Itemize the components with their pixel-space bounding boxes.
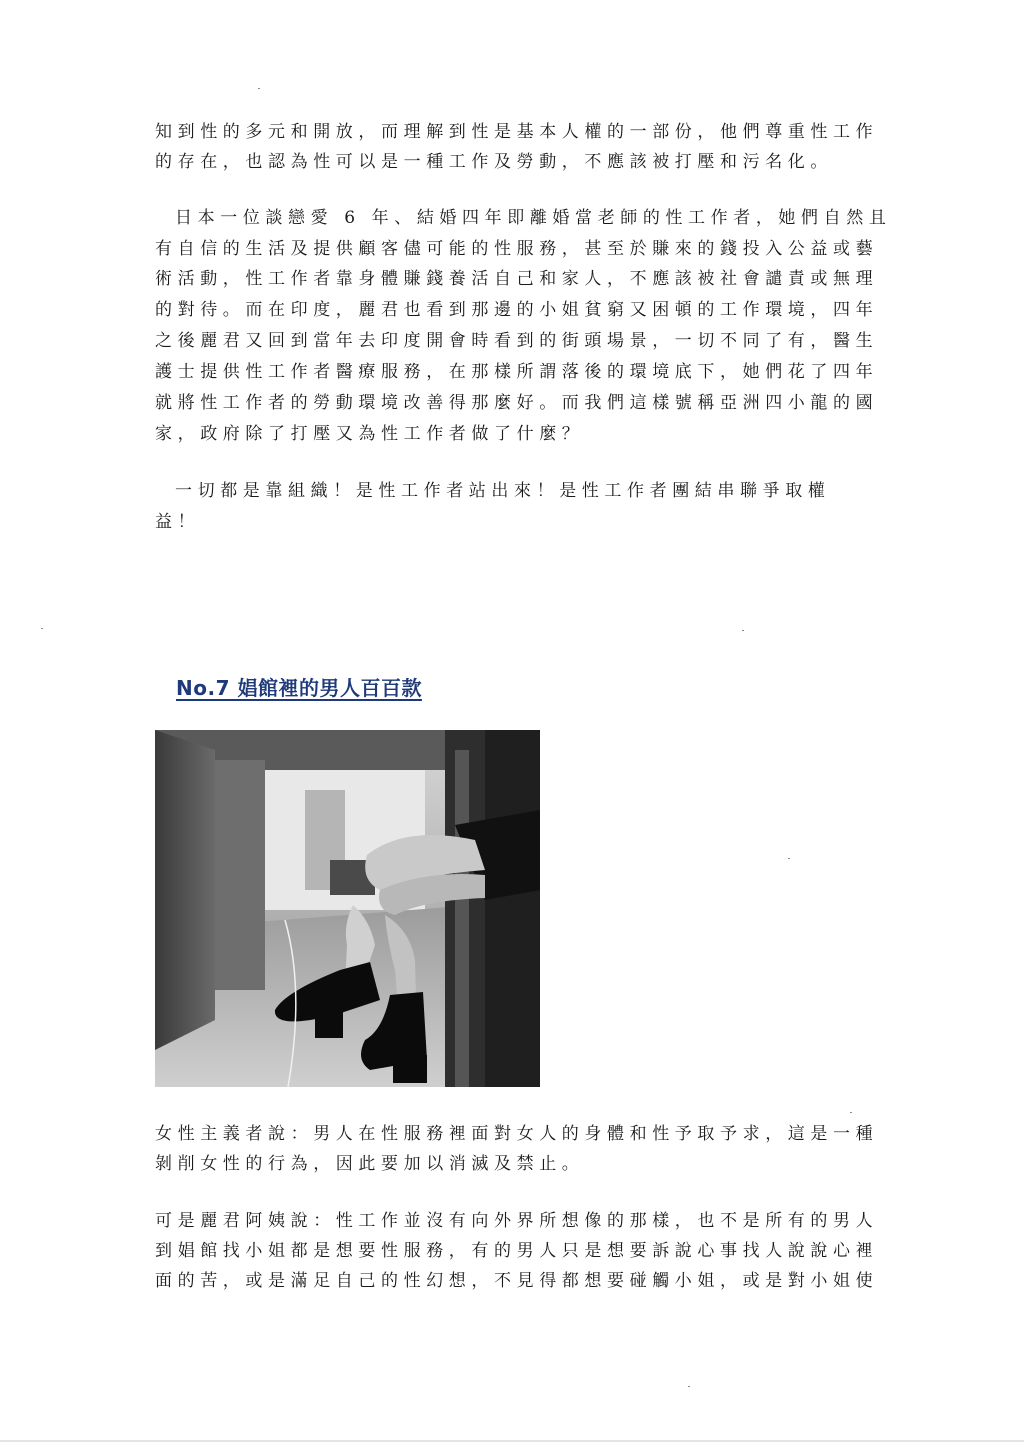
paragraph-2-line-6: 護士提供性工作者醫療服務，在那樣所謂落後的環境底下，她們花了四年	[155, 362, 879, 382]
paragraph-2-line-4: 的對待。而在印度，麗君也看到那邊的小姐貧窮又困頓的工作環境，四年	[155, 300, 879, 320]
scan-speck	[258, 88, 260, 89]
paragraph-2-line-1: 日本一位談戀愛 6 年、結婚四年即離婚當老師的性工作者，她們自然且	[175, 208, 892, 228]
paragraph-3-line-1: 一切都是靠組織！是性工作者站出來！是性工作者團結串聯爭取權	[175, 481, 831, 501]
scan-speck	[850, 1112, 852, 1113]
paragraph-1-line-2: 的存在，也認為性可以是一種工作及勞動，不應該被打壓和污名化。	[155, 152, 833, 172]
scan-bottom-edge	[0, 1440, 1024, 1442]
paragraph-5-line-2: 到娼館找小姐都是想要性服務，有的男人只是想要訴說心事找人說說心裡	[155, 1241, 879, 1261]
scan-speck	[788, 858, 790, 859]
scan-speck	[688, 1386, 690, 1387]
paragraph-5-line-1: 可是麗君阿姨說：性工作並沒有向外界所想像的那樣，也不是所有的男人	[155, 1211, 879, 1231]
paragraph-1-line-1: 知到性的多元和開放，而理解到性是基本人權的一部份，他們尊重性工作	[155, 122, 879, 142]
scan-speck	[41, 628, 43, 629]
paragraph-5-line-3: 面的苦，或是滿足自己的性幻想，不見得都想要碰觸小姐，或是對小姐使	[155, 1271, 879, 1291]
paragraph-2-line-5: 之後麗君又回到當年去印度開會時看到的街頭場景，一切不同了有，醫生	[155, 331, 879, 351]
scan-speck	[742, 630, 744, 631]
photo-legs-in-platform-boots	[155, 730, 540, 1087]
paragraph-2-line-3: 術活動，性工作者靠身體賺錢養活自己和家人，不應該被社會譴責或無理	[155, 269, 879, 289]
paragraph-4-line-1: 女性主義者說：男人在性服務裡面對女人的身體和性予取予求，這是一種	[155, 1124, 879, 1144]
paragraph-2-line-2: 有自信的生活及提供顧客儘可能的性服務，甚至於賺來的錢投入公益或藝	[155, 239, 879, 259]
paragraph-4-line-2: 剝削女性的行為，因此要加以消滅及禁止。	[155, 1154, 585, 1174]
paragraph-3-line-2: 益！	[155, 512, 201, 532]
paragraph-2-line-8: 家，政府除了打壓又為性工作者做了什麼？	[155, 424, 585, 444]
section-heading: No.7 娼館裡的男人百百款	[176, 676, 422, 700]
paragraph-2-line-7: 就將性工作者的勞動環境改善得那麼好。而我們這樣號稱亞洲四小龍的國	[155, 393, 879, 413]
